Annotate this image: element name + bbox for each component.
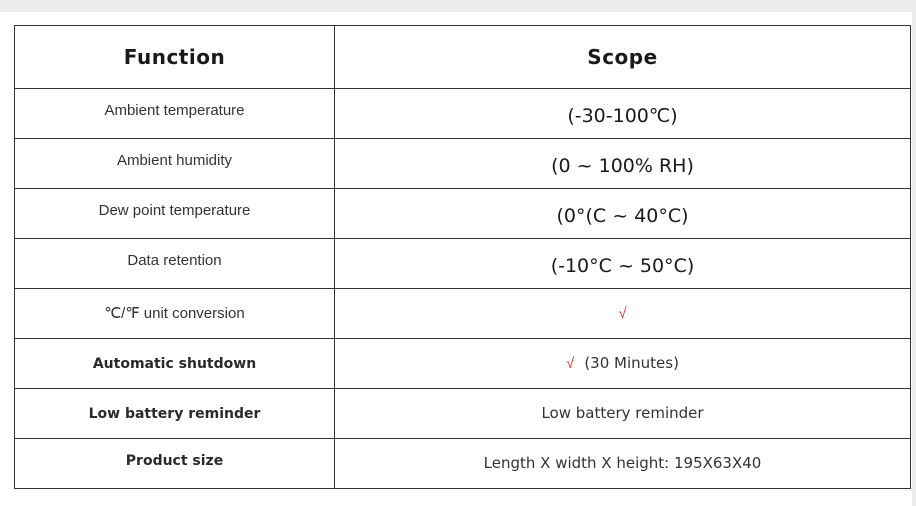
scope-cell: [335, 89, 911, 139]
scope-cell: [335, 239, 911, 289]
function-label: Dew point temperature: [98, 201, 251, 219]
scope-value: (0 ~ 100% RH): [551, 154, 694, 177]
scope-value: Length X width X height: 195X63X40: [483, 454, 762, 472]
scope-value: (30 Minutes): [584, 354, 679, 372]
function-cell: [15, 89, 335, 139]
function-cell: [15, 339, 335, 389]
function-cell: [15, 289, 335, 339]
scope-cell: [335, 339, 911, 389]
table-row: [15, 139, 911, 189]
function-label: Ambient humidity: [116, 151, 233, 169]
spec-table: [14, 25, 911, 489]
checkmark-icon: √: [618, 304, 627, 322]
header-scope: Scope: [335, 26, 911, 89]
table-row: [15, 339, 911, 389]
scope-value: (0°(C ~ 40°C): [556, 204, 689, 227]
scope-value: Low battery reminder: [541, 404, 704, 422]
function-label: Automatic shutdown: [92, 355, 257, 372]
header-function: Function: [15, 26, 335, 89]
table-row: [15, 389, 911, 439]
function-cell: [15, 439, 335, 489]
top-background-band: [0, 0, 916, 12]
table-row: [15, 189, 911, 239]
table-row: [15, 89, 911, 139]
table-row: [15, 289, 911, 339]
scope-value: (-30-100℃): [567, 104, 678, 127]
function-label: Low battery reminder: [88, 405, 261, 422]
table-header-row: [15, 26, 911, 89]
function-label: Data retention: [127, 251, 222, 269]
table-row: [15, 239, 911, 289]
function-label: Product size: [125, 452, 224, 469]
function-cell: [15, 239, 335, 289]
scope-cell: [335, 289, 911, 339]
function-label: ℃/℉ unit conversion: [104, 305, 245, 322]
right-background-band: [912, 0, 916, 506]
function-cell: [15, 389, 335, 439]
function-cell: [15, 139, 335, 189]
table-row: [15, 439, 911, 489]
scope-cell: [335, 189, 911, 239]
scope-value: (-10°C ~ 50°C): [550, 254, 695, 277]
scope-cell: [335, 139, 911, 189]
function-label: Ambient temperature: [104, 101, 245, 119]
checkmark-icon: √: [566, 355, 575, 372]
function-cell: [15, 189, 335, 239]
scope-cell: [335, 439, 911, 489]
scope-cell: [335, 389, 911, 439]
